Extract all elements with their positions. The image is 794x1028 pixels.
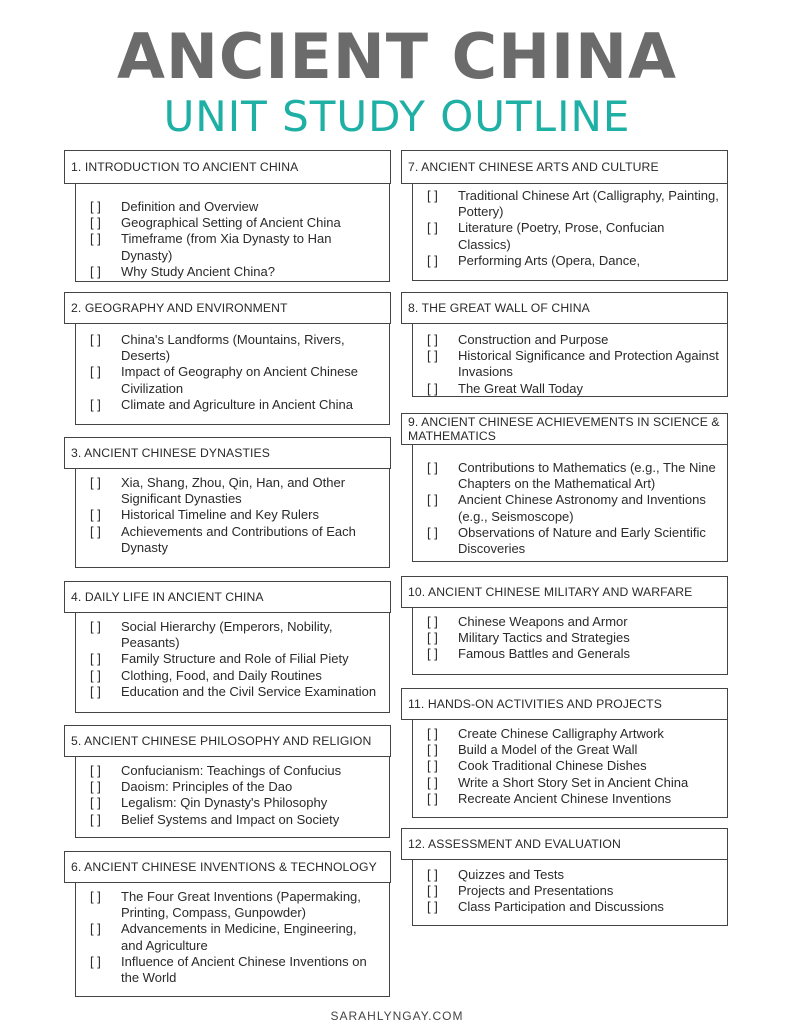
checkbox[interactable]: [ ] xyxy=(90,332,101,347)
section-heading: 4. DAILY LIFE IN ANCIENT CHINA xyxy=(64,581,391,613)
checklist-item xyxy=(90,795,381,811)
section-card xyxy=(75,309,390,425)
section-heading: 1. INTRODUCTION TO ANCIENT CHINA xyxy=(64,150,391,184)
checklist xyxy=(427,332,719,397)
checklist-item xyxy=(90,889,381,921)
checklist-item-label: Contributions to Mathematics (e.g., The Nine Chapters on the Mathematical Art) xyxy=(458,460,716,492)
checklist-item xyxy=(90,779,381,795)
checklist-item xyxy=(427,614,719,630)
section-heading: 5. ANCIENT CHINESE PHILOSOPHY AND RELIGION xyxy=(64,725,391,757)
checklist-item xyxy=(427,726,719,742)
checklist-item xyxy=(427,742,719,758)
checklist-item-label: Cook Traditional Chinese Dishes xyxy=(458,758,647,774)
checklist-item-label: Chinese Weapons and Armor xyxy=(458,614,628,629)
checklist-item-label: Climate and Agriculture in Ancient China xyxy=(121,396,353,412)
section-card xyxy=(412,432,728,562)
checklist-item-label: Projects and Presentations xyxy=(458,883,614,899)
checklist-item-label: Observations of Nature and Early Scientific Discoveries xyxy=(458,524,706,557)
section-card xyxy=(75,454,390,568)
checklist xyxy=(90,475,381,556)
checklist-item-label: Geographical Setting of Ancient China xyxy=(121,215,341,231)
checklist-item xyxy=(90,619,381,651)
checklist-item xyxy=(90,475,381,507)
checklist-item xyxy=(427,492,719,524)
checklist-item-label: Definition and Overview xyxy=(121,199,259,214)
checklist-item-label: Famous Battles and Generals xyxy=(458,646,630,662)
checklist-item-label: Impact of Geography on Ancient Chinese Civilization xyxy=(121,364,359,396)
checklist-item-label: Class Participation and Discussions xyxy=(458,899,664,915)
checklist-item-label: Recreate Ancient Chinese Inventions xyxy=(458,790,672,806)
section-heading: 12. ASSESSMENT AND EVALUATION xyxy=(401,828,728,860)
checkbox[interactable]: [ ] xyxy=(427,630,438,646)
checklist-item-label: Timeframe (from Xia Dynasty to Han Dynasty) xyxy=(121,231,332,263)
checklist-item xyxy=(427,253,719,269)
checkbox[interactable]: [ ] xyxy=(427,332,438,347)
section-card xyxy=(75,868,390,997)
checklist-item-label: Quizzes and Tests xyxy=(458,867,564,882)
checklist-item-label: Belief Systems and Impact on Society xyxy=(121,811,340,827)
checkbox[interactable]: [ ] xyxy=(90,199,101,214)
checklist-item xyxy=(427,525,719,557)
checklist-item xyxy=(427,188,719,220)
checklist-item xyxy=(90,507,381,523)
checkbox[interactable]: [ ] xyxy=(90,889,101,904)
section-heading: 9. ANCIENT CHINESE ACHIEVEMENTS IN SCIENCE & MATHEMATICS xyxy=(401,413,728,445)
checklist-item xyxy=(427,646,719,662)
section-heading: 6. ANCIENT CHINESE INVENTIONS & TECHNOLOGY xyxy=(64,851,391,883)
checklist-item-label: Military Tactics and Strategies xyxy=(458,630,630,646)
checklist-item-label: Literature (Poetry, Prose, Confucian Classics) xyxy=(458,220,665,252)
checklist-item-label: Historical Significance and Protection Against Invasions xyxy=(458,348,719,380)
checklist-item xyxy=(90,921,381,953)
checklist-item xyxy=(427,883,719,899)
checklist-item-label: Xia, Shang, Zhou, Qin, Han, and Other Significant Dynasties xyxy=(121,475,346,507)
checklist-item xyxy=(427,381,719,397)
checklist xyxy=(427,726,719,807)
checklist-item-label: Education and the Civil Service Examination xyxy=(121,683,377,699)
checkbox[interactable]: [ ] xyxy=(427,742,438,758)
checkbox[interactable]: [ ] xyxy=(427,348,438,364)
checklist-item-label: Traditional Chinese Art (Calligraphy, Painting, Pottery) xyxy=(458,188,719,220)
checkbox[interactable]: [ ] xyxy=(90,396,101,412)
checklist-item xyxy=(90,524,381,556)
checklist-item xyxy=(90,651,381,667)
checklist-item xyxy=(90,264,381,280)
checklist xyxy=(427,614,719,663)
checkbox[interactable]: [ ] xyxy=(427,524,438,540)
checklist-item-label: Influence of Ancient Chinese Inventions on the World xyxy=(121,953,367,986)
checklist-item-label: Legalism: Qin Dynasty's Philosophy xyxy=(121,795,328,811)
checkbox[interactable]: [ ] xyxy=(90,619,101,634)
page-subtitle: UNIT STUDY OUTLINE xyxy=(163,92,631,141)
checklist-item xyxy=(90,332,381,364)
checkbox[interactable]: [ ] xyxy=(90,215,101,231)
checklist-item-label: Advancements in Medicine, Engineering, and Agriculture xyxy=(121,921,357,953)
checklist-item-label: Construction and Purpose xyxy=(458,332,609,347)
checklist xyxy=(90,619,381,700)
checkbox[interactable]: [ ] xyxy=(427,867,438,882)
checkbox[interactable]: [ ] xyxy=(427,883,438,899)
section-heading: 11. HANDS-ON ACTIVITIES AND PROJECTS xyxy=(401,688,728,720)
checkbox[interactable]: [ ] xyxy=(90,795,101,811)
section-heading: 2. GEOGRAPHY AND ENVIRONMENT xyxy=(64,292,391,324)
checkbox[interactable]: [ ] xyxy=(90,921,101,937)
checklist-item-label: Confucianism: Teachings of Confucius xyxy=(121,763,342,778)
page-title: ANCIENT CHINA xyxy=(117,20,677,93)
checklist-item xyxy=(90,397,381,413)
checklist-item xyxy=(90,812,381,828)
section-heading: 8. THE GREAT WALL OF CHINA xyxy=(401,292,728,324)
checkbox[interactable]: [ ] xyxy=(427,646,438,662)
checkbox[interactable]: [ ] xyxy=(90,667,101,683)
section-heading: 10. ANCIENT CHINESE MILITARY AND WARFARE xyxy=(401,576,728,608)
checklist-item xyxy=(427,867,719,883)
checklist-item xyxy=(427,899,719,915)
checkbox[interactable]: [ ] xyxy=(427,460,438,475)
checklist-item xyxy=(427,758,719,774)
checklist-item-label: Build a Model of the Great Wall xyxy=(458,742,638,758)
checkbox[interactable]: [ ] xyxy=(427,790,438,806)
checklist-item-label: Clothing, Food, and Daily Routines xyxy=(121,667,322,683)
checklist-item-label: Write a Short Story Set in Ancient China xyxy=(458,774,689,790)
checkbox[interactable]: [ ] xyxy=(427,252,438,268)
checklist-item xyxy=(90,199,381,215)
checklist xyxy=(427,867,719,916)
section-card xyxy=(75,598,390,713)
checklist-item-label: Ancient Chinese Astronomy and Inventions (e.g., Seismoscope) xyxy=(458,492,706,524)
checkbox[interactable]: [ ] xyxy=(427,774,438,790)
checkbox[interactable]: [ ] xyxy=(90,263,101,279)
checkbox[interactable]: [ ] xyxy=(427,614,438,629)
checkbox[interactable]: [ ] xyxy=(427,899,438,915)
checklist xyxy=(427,460,719,557)
checkbox[interactable]: [ ] xyxy=(90,779,101,795)
section-heading: 7. ANCIENT CHINESE ARTS AND CULTURE xyxy=(401,150,728,184)
checklist-item-label: The Four Great Inventions (Papermaking, Printing, Compass, Gunpowder) xyxy=(121,889,361,921)
section-card xyxy=(75,170,390,282)
section-card xyxy=(412,705,728,818)
checklist xyxy=(90,889,381,986)
checklist-item xyxy=(427,791,719,807)
checklist-item-label: Family Structure and Role of Filial Piety xyxy=(121,651,349,667)
checkbox[interactable]: [ ] xyxy=(427,726,438,741)
checklist-item-label: Performing Arts (Opera, Dance, xyxy=(458,252,641,268)
checkbox[interactable]: [ ] xyxy=(427,220,438,236)
checklist-item xyxy=(90,668,381,684)
checkbox[interactable]: [ ] xyxy=(90,475,101,490)
section-card xyxy=(412,170,728,281)
checkbox[interactable]: [ ] xyxy=(90,953,101,969)
checkbox[interactable]: [ ] xyxy=(427,758,438,774)
checkbox[interactable]: [ ] xyxy=(90,523,101,539)
checklist-item xyxy=(427,220,719,252)
checklist-item xyxy=(427,630,719,646)
checkbox[interactable]: [ ] xyxy=(90,651,101,667)
checklist-item-label: Daoism: Principles of the Dao xyxy=(121,779,293,795)
checkbox[interactable]: [ ] xyxy=(90,683,101,699)
checklist xyxy=(427,188,719,269)
checklist-item xyxy=(90,215,381,231)
checklist-item-label: The Great Wall Today xyxy=(458,380,583,396)
checklist-item xyxy=(90,763,381,779)
checklist-item-label: Achievements and Contributions of Each Dynasty xyxy=(121,523,356,555)
checkbox[interactable]: [ ] xyxy=(427,188,438,203)
checkbox[interactable]: [ ] xyxy=(90,811,101,827)
checklist-item-label: Create Chinese Calligraphy Artwork xyxy=(458,726,664,741)
footer-website: SARAHLYNGAY.COM xyxy=(330,1009,464,1023)
checklist-item xyxy=(427,348,719,380)
checklist-item xyxy=(90,954,381,986)
checklist-item xyxy=(427,775,719,791)
checklist-item xyxy=(90,364,381,396)
checklist xyxy=(90,763,381,828)
checklist-item-label: Social Hierarchy (Emperors, Nobility, Peasants) xyxy=(121,619,333,651)
checkbox[interactable]: [ ] xyxy=(90,364,101,380)
checklist-item-label: Historical Timeline and Key Rulers xyxy=(121,507,319,523)
checkbox[interactable]: [ ] xyxy=(90,231,101,247)
checklist xyxy=(90,199,381,280)
section-heading: 3. ANCIENT CHINESE DYNASTIES xyxy=(64,437,391,469)
checkbox[interactable]: [ ] xyxy=(427,380,438,396)
checkbox[interactable]: [ ] xyxy=(90,763,101,778)
checklist-item xyxy=(427,460,719,492)
checklist-item-label: China's Landforms (Mountains, Rivers, Deserts) xyxy=(121,332,345,364)
checklist xyxy=(90,332,381,413)
checklist-item xyxy=(90,231,381,263)
checkbox[interactable]: [ ] xyxy=(427,492,438,508)
checklist-item-label: Why Study Ancient China? xyxy=(121,263,275,279)
checkbox[interactable]: [ ] xyxy=(90,507,101,523)
checklist-item xyxy=(90,684,381,700)
checklist-item xyxy=(427,332,719,348)
